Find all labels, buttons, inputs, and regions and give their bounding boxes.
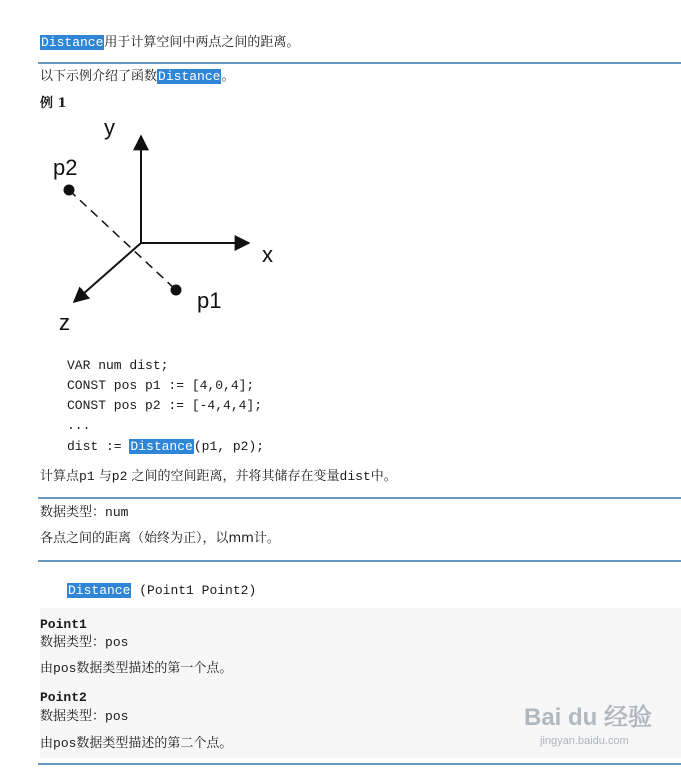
example-intro-text: 以下示例介绍了函数 — [40, 69, 158, 84]
divider — [38, 62, 681, 64]
type-label: 数据类型： — [40, 635, 106, 650]
keyword-highlight: Distance — [158, 69, 221, 84]
intro-text: 用于计算空间中两点之间的距离。 — [104, 35, 300, 50]
code-line-1: VAR num dist; — [67, 358, 169, 373]
desc-text: 数据类型描述的第二个点。 — [76, 736, 233, 751]
x-label: x — [262, 242, 273, 267]
syntax-line — [67, 582, 256, 600]
arg-description — [40, 660, 232, 678]
desc-code: dist — [339, 469, 371, 484]
arg-type — [40, 634, 128, 652]
intro-line — [40, 34, 299, 52]
y-label: y — [104, 115, 115, 140]
p1-label: p1 — [197, 288, 222, 313]
type-label: 数据类型： — [40, 505, 106, 520]
arg-name: Point2 — [40, 690, 87, 705]
code-suffix: (p1, p2); — [193, 439, 265, 454]
desc-code: pos — [53, 661, 77, 676]
desc-text: 中。 — [370, 469, 397, 484]
return-type — [40, 504, 128, 522]
desc-code: p1 — [79, 469, 95, 484]
code-line-4: ... — [67, 418, 91, 433]
p2-label: p2 — [53, 155, 78, 180]
desc-text: 计算点 — [40, 469, 80, 484]
code-prefix: dist := — [67, 439, 130, 454]
keyword-highlight: Distance — [130, 439, 193, 454]
example-description — [40, 468, 397, 486]
desc-text: 由 — [40, 661, 54, 676]
desc-text: 之间的空间距离，并将其储存在变量 — [127, 469, 340, 484]
distance-line — [69, 190, 176, 290]
code-line-3: CONST pos p2 := [-4,4,4]; — [67, 398, 263, 413]
point-p2 — [64, 185, 75, 196]
example-title: 例 1 — [40, 96, 67, 111]
divider — [38, 560, 681, 562]
example-intro-tail: 。 — [221, 69, 235, 84]
desc-code: pos — [53, 736, 77, 751]
desc-text: 与 — [94, 469, 112, 484]
desc-text: 数据类型描述的第一个点。 — [76, 661, 233, 676]
point-p1 — [171, 285, 182, 296]
example-intro — [40, 68, 234, 86]
axes-diagram — [40, 112, 300, 338]
syntax-args: (Point1 Point2) — [139, 583, 257, 598]
arg-type — [40, 708, 128, 726]
watermark-logo: Bai du 经验 — [524, 704, 653, 731]
type-value: num — [105, 505, 129, 520]
return-description: 各点之间的距离（始终为正），以mm计。 — [40, 531, 280, 546]
arg-description — [40, 735, 232, 753]
arg-name: Point1 — [40, 617, 87, 632]
code-line-5 — [67, 437, 264, 457]
z-label: z — [59, 310, 70, 335]
type-value: pos — [105, 635, 129, 650]
z-axis — [74, 243, 141, 302]
divider — [38, 497, 681, 499]
code-line-2: CONST pos p1 := [4,0,4]; — [67, 378, 255, 393]
desc-code: p2 — [111, 469, 128, 484]
keyword-highlight: Distance — [68, 583, 131, 598]
watermark-url: jingyan.baidu.com — [540, 735, 629, 747]
type-label: 数据类型： — [40, 709, 106, 724]
divider — [38, 763, 681, 765]
keyword-highlight: Distance — [41, 35, 104, 50]
desc-text: 由 — [40, 736, 54, 751]
type-value: pos — [105, 709, 129, 724]
